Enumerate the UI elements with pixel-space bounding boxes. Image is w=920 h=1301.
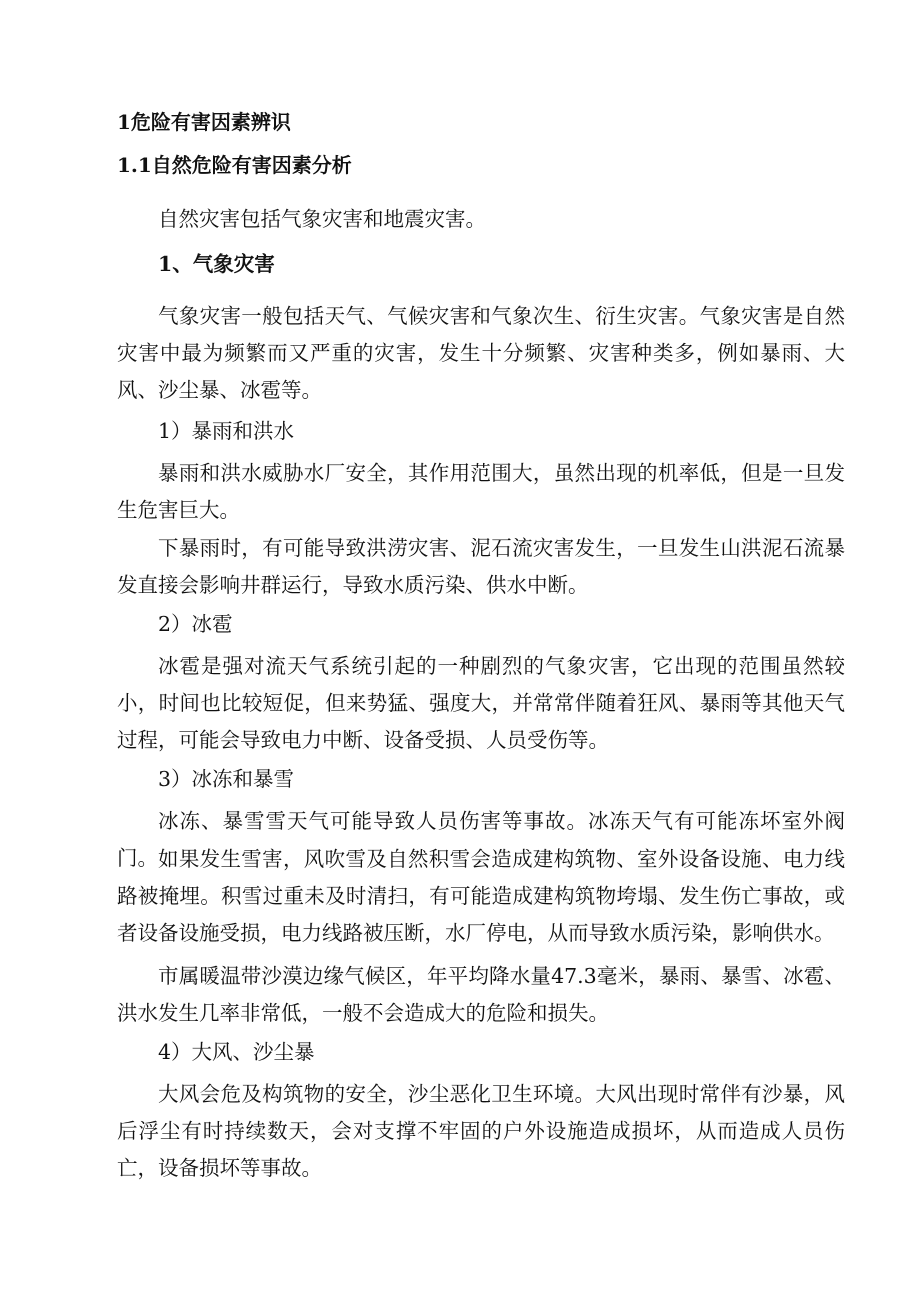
item-1-paragraph-2: 下暴雨时，有可能导致洪涝灾害、泥石流灾害发生，一旦发生山洪泥石流暴发直接会影响井群运行，导致水质污染、供水中断。 [117, 536, 845, 597]
heading-1: 1危险有害因素辨识 [117, 110, 291, 134]
intro-paragraph: 自然灾害包括气象灾害和地震灾害。 [158, 207, 486, 231]
item-3-title: 3）冰冻和暴雪 [158, 767, 295, 791]
item-1-paragraph-1: 暴雨和洪水威胁水厂安全，其作用范围大，虽然出现的机率低，但是一旦发生危害巨大。 [117, 461, 845, 522]
item-2-paragraph: 冰雹是强对流天气系统引起的一种剧烈的气象灾害，它出现的范围虽然较小，时间也比较短促，但来势猛、强度大，并常常伴随着狂风、暴雨等其他天气过程，可能会导致电力中断、设备受损、人员受伤等。 [117, 654, 845, 752]
item-3-paragraph-2: 如果发生雪害，风吹雪及自然积雪会造成建构筑物、室外设备设施、电力线路被掩埋。积雪过重未及时清扫，有可能造成建构筑物垮塌、发生伤亡事故，或者设备设施受损，电力线路被压断，水厂停电，从而导致水质污染，影响供水。 [117, 847, 845, 945]
section-1-title: 1、气象灾害 [158, 252, 275, 276]
item-4-title: 4）大风、沙尘暴 [158, 1040, 315, 1064]
heading-1-1: 1.1自然危险有害因素分析 [117, 153, 352, 177]
item-4-paragraph: 大风会危及构筑物的安全，沙尘恶化卫生环境。大风出现时常伴有沙暴，风后浮尘有时持续数天，会对支撑不牢固的户外设施造成损坏，从而造成人员伤亡，设备损坏等事故。 [117, 1082, 845, 1180]
section-1-paragraph: 气象灾害一般包括天气、气候灾害和气象次生、衍生灾害。气象灾害是自然灾害中最为频繁而又严重的灾害，发生十分频繁、灾害种类多，例如暴雨、大风、沙尘暴、冰雹等。 [117, 304, 845, 402]
item-3-paragraph-1: 冰冻、暴雪雪天气可能导致人员伤害等事故。冰冻天气有可能冻坏室外阀门。 [117, 809, 845, 870]
item-3-paragraph-3: 市属暖温带沙漠边缘气候区，年平均降水量47.3毫米，暴雨、暴雪、冰雹、洪水发生几率非常低，一般不会造成大的危险和损失。 [117, 964, 845, 1025]
item-1-title: 1）暴雨和洪水 [158, 419, 295, 443]
item-2-title: 2）冰雹 [158, 612, 233, 636]
